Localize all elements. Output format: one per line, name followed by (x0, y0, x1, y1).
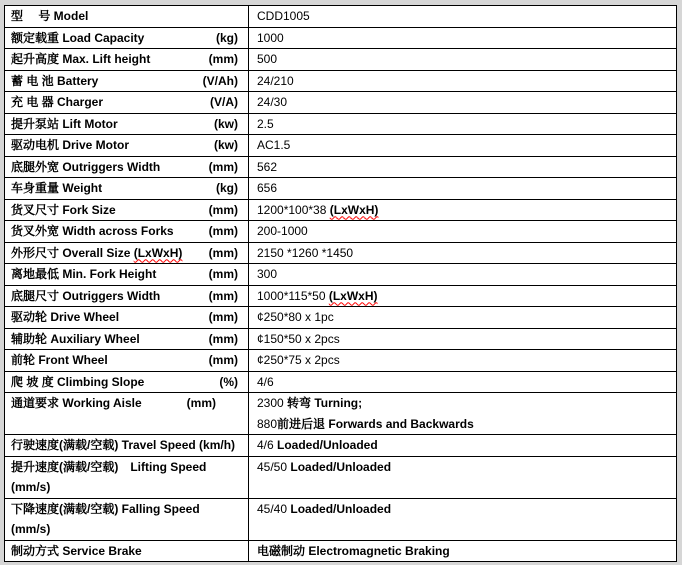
spec-value-text: Loaded/Unloaded (290, 459, 392, 474)
spec-label-text: (mm/s) (11, 480, 51, 494)
spec-value-cell (249, 328, 677, 350)
unit-label: (mm) (208, 288, 238, 303)
spec-label-text: 下降速度(满载/空载) Falling Speed (11, 501, 200, 516)
table-row (5, 435, 677, 457)
spec-label-cell (5, 435, 249, 457)
spec-value-text: 转弯 Turning; (287, 396, 363, 410)
spec-label-cell (5, 540, 249, 562)
spec-label-text: 提升泵站 Lift Motor (11, 116, 118, 131)
spec-table (4, 5, 677, 562)
spec-label-cell (5, 113, 249, 135)
spec-value-text: ¢150*50 x 2pcs (257, 331, 340, 346)
table-row (5, 6, 677, 28)
spec-value-cell (249, 242, 677, 264)
spec-value-text: 500 (257, 52, 278, 66)
spec-label-cell (5, 264, 249, 286)
spec-label-cell (5, 6, 249, 28)
spec-label-text: 货叉外宽 Width across Forks (11, 224, 174, 238)
unit-label: (V/A) (210, 95, 238, 109)
spec-value-cell (249, 70, 677, 92)
spec-value-text: 2.5 (257, 116, 274, 131)
spec-value-text: 2300 (257, 396, 288, 410)
table-row (5, 178, 677, 200)
unit-label: (mm) (208, 267, 238, 281)
table-row (5, 264, 677, 286)
spec-value-cell (249, 221, 677, 243)
table-row (5, 540, 677, 562)
unit-label: (mm) (208, 224, 238, 238)
spellcheck-flagged-text: (LxWxH) (133, 245, 183, 260)
spec-label-cell (5, 70, 249, 92)
table-row (5, 393, 677, 435)
spec-label-text: 型 号 Model (11, 9, 89, 23)
spec-label-text: 起升高度 Max. Lift height (11, 52, 151, 66)
spec-label-text: 驱动轮 Drive Wheel (11, 310, 120, 324)
unit-label: (mm) (208, 202, 238, 217)
spec-label-text: 离地最低 Min. Fork Height (11, 267, 157, 281)
spec-value-text: 2150 *1260 *1450 (257, 245, 354, 260)
spec-label-cell (5, 178, 249, 200)
table-row (5, 371, 677, 393)
spellcheck-flagged-text: (LxWxH) (328, 288, 378, 303)
spec-label-text: 外形尺寸 Overall Size (11, 245, 134, 260)
spec-value-cell (249, 49, 677, 71)
spec-label-cell (5, 350, 249, 372)
spec-value-text: 前进后退 Forwards and Backwards (277, 416, 474, 431)
spec-value-text: 4/6 (257, 374, 274, 389)
spellcheck-flagged-text: (LxWxH) (329, 202, 379, 217)
spec-label-cell (5, 393, 249, 435)
spec-label-cell (5, 49, 249, 71)
spec-label-text: 车身重量 Weight (11, 181, 103, 195)
spec-value-cell (249, 27, 677, 49)
unit-label: (mm) (208, 310, 238, 324)
table-row (5, 113, 677, 135)
spec-value-text: 电磁制动 Electromagnetic Braking (257, 543, 450, 558)
spec-value-text: 45/40 (257, 501, 291, 516)
unit-label: (mm) (208, 353, 238, 367)
table-row (5, 285, 677, 307)
spec-label-cell (5, 156, 249, 178)
spec-value-cell (249, 264, 677, 286)
table-row (5, 92, 677, 114)
spec-value-cell (249, 371, 677, 393)
spec-label-text: 行驶速度(满载/空载) Travel Speed (km/h) (11, 438, 236, 452)
table-row (5, 221, 677, 243)
spec-value-cell (249, 393, 677, 435)
spec-value-cell (249, 456, 677, 498)
unit-label: (mm) (208, 245, 238, 260)
spec-table-body (5, 6, 677, 562)
table-row (5, 498, 677, 540)
spec-label-cell (5, 199, 249, 221)
spec-label-text: 底腿外宽 Outriggers Width (11, 159, 161, 174)
spec-value-text: 24/210 (257, 73, 294, 88)
spec-label-cell (5, 92, 249, 114)
spec-value-text: 1000*115*50 (257, 288, 329, 303)
spec-value-cell (249, 540, 677, 562)
spec-value-cell (249, 435, 677, 457)
spec-label-cell (5, 328, 249, 350)
spec-value-cell (249, 113, 677, 135)
unit-label: (kw) (214, 116, 238, 131)
spec-value-cell (249, 498, 677, 540)
table-row (5, 456, 677, 498)
unit-label: (mm) (208, 159, 238, 174)
table-row (5, 49, 677, 71)
unit-label: (kg) (216, 30, 238, 45)
spec-value-text: 4/6 (257, 438, 278, 452)
spec-value-text: 200-1000 (257, 224, 308, 238)
spec-value-text: 45/50 (257, 459, 291, 474)
spec-value-text: 24/30 (257, 95, 288, 109)
spec-label-text: (mm/s) (11, 522, 51, 536)
spec-value-text: AC1.5 (257, 138, 291, 152)
spec-label-cell (5, 285, 249, 307)
table-row (5, 135, 677, 157)
spec-label-text: 货叉尺寸 Fork Size (11, 202, 116, 217)
spec-label-text: 通道要求 Working Aisle (11, 396, 142, 410)
unit-label: (%) (219, 374, 238, 389)
spec-label-text: 蓄 电 池 Battery (11, 73, 99, 88)
spec-value-cell (249, 199, 677, 221)
spec-value-cell (249, 6, 677, 28)
spec-value-text: 880 (257, 416, 278, 431)
unit-label: (kg) (216, 181, 238, 195)
spec-value-cell (249, 285, 677, 307)
spec-value-text: 562 (257, 159, 278, 174)
table-row (5, 350, 677, 372)
spec-value-text: 1200*100*38 (257, 202, 330, 217)
spec-label-cell (5, 456, 249, 498)
unit-label: (kw) (214, 138, 238, 152)
spec-value-cell (249, 350, 677, 372)
spec-label-text: 充 电 器 Charger (11, 95, 104, 109)
unit-label: (V/Ah) (202, 73, 238, 88)
table-row (5, 70, 677, 92)
spec-label-cell (5, 27, 249, 49)
spec-label-text: 额定载重 Load Capacity (11, 30, 145, 45)
table-row (5, 27, 677, 49)
spec-label-text: 辅助轮 Auxiliary Wheel (11, 331, 140, 346)
spec-label-cell (5, 135, 249, 157)
spec-label-text: 前轮 Front Wheel (11, 353, 108, 367)
unit-label: (mm) (208, 331, 238, 346)
table-row (5, 156, 677, 178)
spec-value-text: 656 (257, 181, 278, 195)
spec-value-cell (249, 92, 677, 114)
spec-value-text: 1000 (257, 30, 284, 45)
table-row (5, 307, 677, 329)
unit-label: (mm) (186, 396, 216, 410)
spec-value-cell (249, 135, 677, 157)
spec-label-cell (5, 371, 249, 393)
spec-label-text: 驱动电机 Drive Motor (11, 138, 130, 152)
spec-value-text: ¢250*75 x 2pcs (257, 353, 340, 367)
spec-label-cell (5, 242, 249, 264)
spec-value-cell (249, 156, 677, 178)
spec-label-text: 制动方式 Service Brake (11, 543, 142, 558)
spec-label-text: 底腿尺寸 Outriggers Width (11, 288, 161, 303)
spec-label-cell (5, 498, 249, 540)
table-row (5, 199, 677, 221)
spec-label-cell (5, 307, 249, 329)
unit-label: (mm) (208, 52, 238, 66)
spec-value-cell (249, 178, 677, 200)
spec-value-cell (249, 307, 677, 329)
table-row (5, 328, 677, 350)
spec-value-text: ¢250*80 x 1pc (257, 310, 334, 324)
spec-label-text: 爬 坡 度 Climbing Slope (11, 374, 145, 389)
spec-label-cell (5, 221, 249, 243)
spec-value-text: 300 (257, 267, 278, 281)
spec-value-text: Loaded/Unloaded (277, 438, 378, 452)
spec-label-text: 提升速度(满载/空载) Lifting Speed (11, 459, 207, 474)
spec-sheet (4, 5, 676, 562)
table-row (5, 242, 677, 264)
spec-value-text: Loaded/Unloaded (290, 501, 392, 516)
spec-value-text: CDD1005 (257, 9, 310, 23)
